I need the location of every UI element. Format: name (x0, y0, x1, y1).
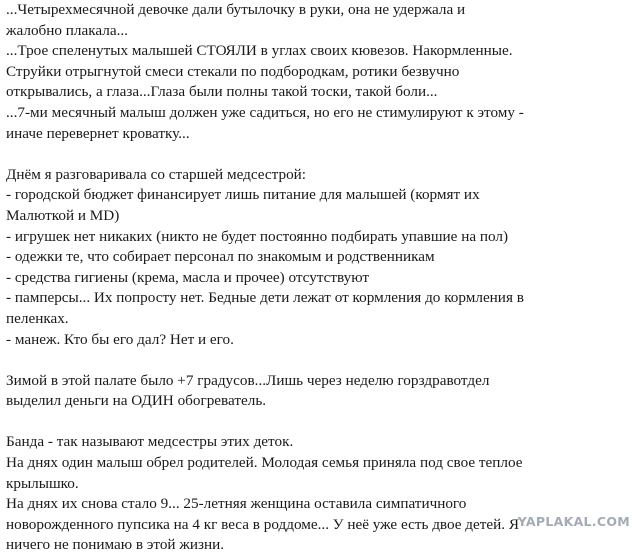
paragraph-gap (6, 144, 632, 165)
text-line: ничего не понимаю в этой жизни. (6, 536, 225, 554)
paragraph-gap (6, 350, 632, 371)
text-line: новорожденного пупсика на 4 кг веса в роддоме... У неё уже есть двое детей. Я (6, 515, 519, 533)
site-watermark: YAPLAKAL.COM (517, 514, 630, 529)
text-line: Малюткой и MD) (6, 206, 120, 224)
text-line: - манеж. Кто бы его дал? Нет и его. (6, 330, 234, 348)
text-line: На днях их снова стало 9... 25-летняя женщина оставила симпатичного (6, 495, 467, 513)
text-line: жалобно плакала... (6, 21, 128, 39)
text-line: выделил деньги на ОДИН обогреватель. (6, 392, 267, 410)
text-line: пеленках. (6, 309, 69, 327)
text-line: открывались, а глаза...Глаза были полны такой тоски, такой боли... (6, 83, 438, 101)
text-line: иначе перевернет кроватку... (6, 124, 190, 142)
text-line: - средства гигиены (крема, масла и прочее) отсутствуют (6, 268, 370, 286)
text-line: крылышко. (6, 474, 79, 492)
document-body (6, 0, 632, 556)
text-line: Зимой в этой палате было +7 градусов...Лишь через неделю горздравотдел (6, 371, 490, 389)
paragraph-gap (6, 412, 632, 433)
text-line: Банда - так называют медсестры этих деток. (6, 433, 294, 451)
text-line: ...Четырехмесячной девочке дали бутылочку в руки, она не удержала и (6, 1, 466, 18)
paragraph (6, 432, 632, 556)
paragraph (6, 165, 632, 350)
text-line: ...Трое спеленутых малышей СТОЯЛИ в углах своих кювезов. Накормленные. (6, 42, 513, 60)
text-line: Струйки отрыгнутой смеси стекали по подбородкам, ротики безвучно (6, 62, 460, 80)
text-line: На днях один малыш обрел родителей. Молодая семья приняла под свое теплое (6, 454, 523, 472)
text-line: - памперсы... Их попросту нет. Бедные дети лежат от кормления до кормления в (6, 289, 524, 307)
text-line: ...7-ми месячный малыш должен уже садиться, но его не стимулируют к этому - (6, 103, 524, 121)
paragraph (6, 0, 632, 144)
text-line: - городской бюджет финансирует лишь питание для малышей (кормят их (6, 186, 480, 204)
text-line: Днём я разговаривала со старшей медсестрой: (6, 165, 307, 183)
text-line: - одежки те, что собирает персонал по знакомым и родственникам (6, 248, 435, 266)
text-line: - игрушек нет никаких (никто не будет постоянно подбирать упавшие на пол) (6, 227, 509, 245)
paragraph (6, 371, 632, 412)
